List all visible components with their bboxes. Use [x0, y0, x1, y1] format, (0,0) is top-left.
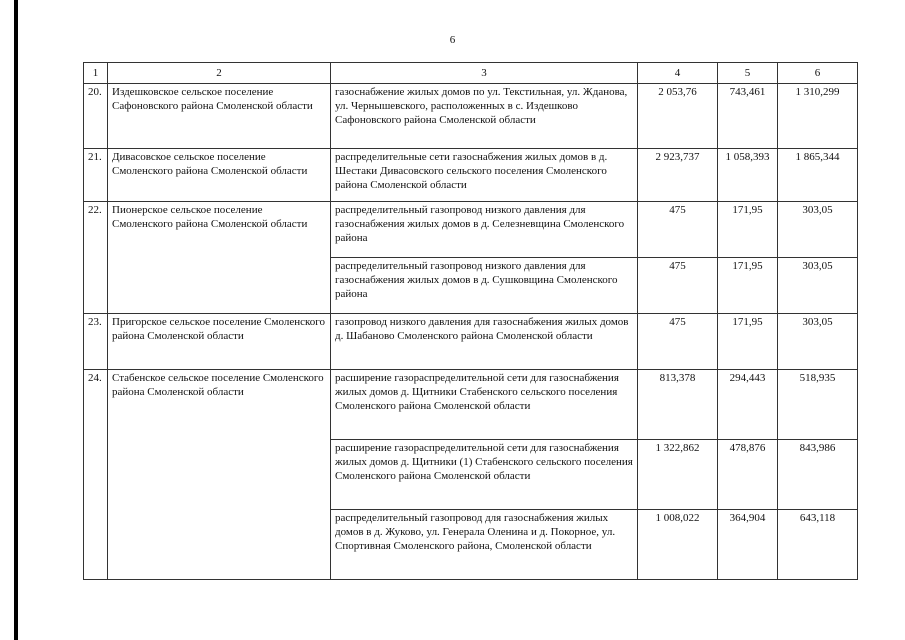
value-col5: 171,95: [718, 202, 778, 258]
value-col6: 843,986: [778, 440, 858, 510]
column-header: 4: [638, 63, 718, 84]
value-col4: 1 008,022: [638, 510, 718, 580]
table-row: [84, 314, 858, 370]
settlement-name: Дивасовское сельское поселение Смоленского района Смоленской области: [108, 149, 331, 202]
table-row: [84, 149, 858, 202]
object-description: распределительный газопровод для газоснабжения жилых домов в д. Жуково, ул. Генерала Оленина и д. Покорное, ул. Спортивная Смоленского района, Смоленской области: [331, 510, 638, 580]
value-col4: 1 322,862: [638, 440, 718, 510]
settlement-name: Издешковское сельское поселение Сафоновского района Смоленской области: [108, 84, 331, 149]
page-edge-bar: [14, 0, 18, 640]
column-header: 3: [331, 63, 638, 84]
value-col4: 813,378: [638, 370, 718, 440]
value-col6: 643,118: [778, 510, 858, 580]
value-col6: 303,05: [778, 202, 858, 258]
settlement-name: Стабенское сельское поселение Смоленского района Смоленской области: [108, 370, 331, 580]
value-col6: 303,05: [778, 314, 858, 370]
page-number: 6: [449, 34, 456, 46]
settlement-name: Пригорское сельское поселение Смоленского района Смоленской области: [108, 314, 331, 370]
value-col6: 1 865,344: [778, 149, 858, 202]
row-number: 20.: [84, 84, 108, 149]
value-col4: 475: [638, 258, 718, 314]
table-row: [84, 370, 858, 440]
gas-supply-table: [83, 62, 858, 580]
row-number: 23.: [84, 314, 108, 370]
value-col5: 364,904: [718, 510, 778, 580]
row-number: 22.: [84, 202, 108, 314]
object-description: расширение газораспределительной сети для газоснабжения жилых домов д. Щитники Стабенского сельского поселения Смоленского района Смоленской области: [331, 370, 638, 440]
value-col5: 294,443: [718, 370, 778, 440]
column-header-row: [84, 63, 858, 84]
value-col4: 475: [638, 314, 718, 370]
value-col6: 1 310,299: [778, 84, 858, 149]
object-description: распределительные сети газоснабжения жилых домов в д. Шестаки Дивасовского сельского поселения Смоленского района Смоленской области: [331, 149, 638, 202]
column-header: 6: [778, 63, 858, 84]
object-description: газоснабжение жилых домов по ул. Текстильная, ул. Жданова, ул. Чернышевского, расположенных в с. Издешково Сафоновского района Смоленской области: [331, 84, 638, 149]
column-header: 1: [84, 63, 108, 84]
value-col5: 171,95: [718, 258, 778, 314]
row-number: 24.: [84, 370, 108, 580]
object-description: распределительный газопровод низкого давления для газоснабжения жилых домов в д. Сушковщина Смоленского района: [331, 258, 638, 314]
value-col4: 2 923,737: [638, 149, 718, 202]
value-col6: 303,05: [778, 258, 858, 314]
value-col6: 518,935: [778, 370, 858, 440]
value-col4: 475: [638, 202, 718, 258]
table-row: [84, 84, 858, 149]
object-description: распределительный газопровод низкого давления для газоснабжения жилых домов в д. Селезневщина Смоленского района: [331, 202, 638, 258]
column-header: 5: [718, 63, 778, 84]
value-col5: 1 058,393: [718, 149, 778, 202]
value-col5: 743,461: [718, 84, 778, 149]
settlement-name: Пионерское сельское поселение Смоленского района Смоленской области: [108, 202, 331, 314]
object-description: газопровод низкого давления для газоснабжения жилых домов д. Шабаново Смоленского района Смоленской области: [331, 314, 638, 370]
object-description: расширение газораспределительной сети для газоснабжения жилых домов д. Щитники (1) Стабенского сельского поселения Смоленского района Смоленской области: [331, 440, 638, 510]
row-number: 21.: [84, 149, 108, 202]
column-header: 2: [108, 63, 331, 84]
table-row: [84, 202, 858, 258]
value-col5: 478,876: [718, 440, 778, 510]
value-col5: 171,95: [718, 314, 778, 370]
value-col4: 2 053,76: [638, 84, 718, 149]
